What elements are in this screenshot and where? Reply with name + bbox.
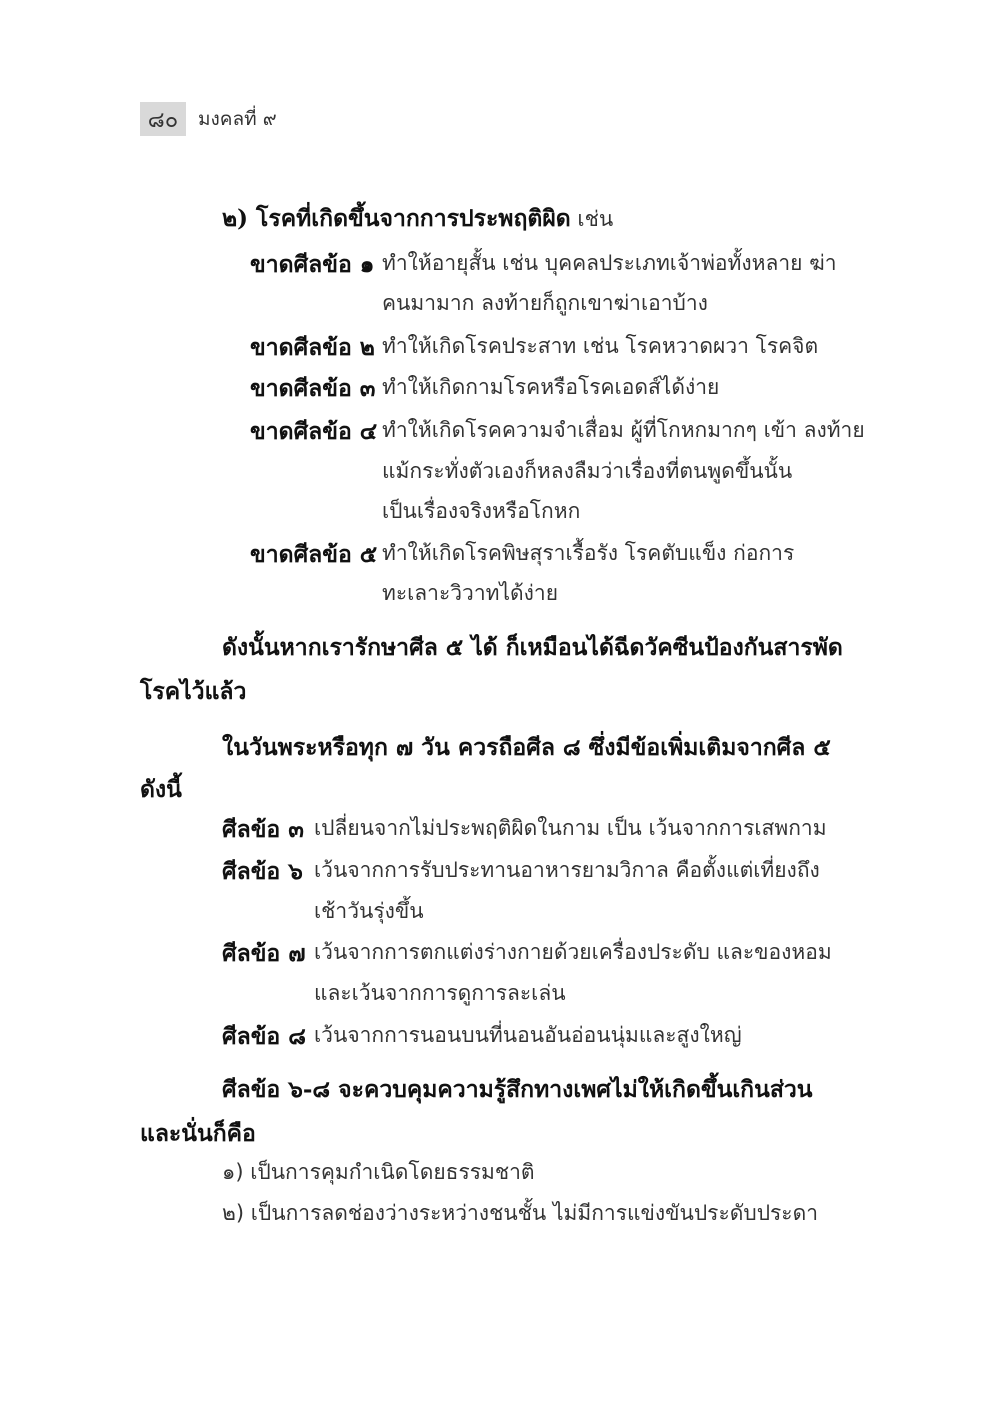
item-text: ทะเลาะวิวาทได้ง่าย xyxy=(382,581,559,605)
page-number: ๘๐ xyxy=(140,102,186,136)
item-text: ทำให้อายุสั้น เช่น บุคคลประเภทเจ้าพ่อทั้งหลาย ฆ่า xyxy=(382,251,837,275)
paragraph-line: และนั่นก็คือ xyxy=(140,1120,256,1147)
paragraph-line: ศีลข้อ ๖-๘ จะควบคุมความรู้สึกทางเพศไม่ให้เกิดขึ้นเกินส่วน xyxy=(222,1076,813,1103)
section-heading-rest: เช่น xyxy=(570,207,614,231)
item-text: แม้กระทั่งตัวเองก็หลงลืมว่าเรื่องที่ตนพูดขึ้นนั้น xyxy=(382,459,793,483)
item-text: เป็นเรื่องจริงหรือโกหก xyxy=(382,499,581,523)
paragraph-line: ในวันพระหรือทุก ๗ วัน ควรถือศีล ๘ ซึ่งมีข้อเพิ่มเติมจากศีล ๕ xyxy=(222,734,831,761)
item-text: ทำให้เกิดโรคประสาท เช่น โรคหวาดผวา โรคจิต xyxy=(382,334,819,358)
item-label: ขาดศีลข้อ ๒ xyxy=(250,334,375,361)
precept-text: และเว้นจากการดูการละเล่น xyxy=(314,981,566,1005)
item-label: ขาดศีลข้อ ๕ xyxy=(250,541,378,568)
item-text: ทำให้เกิดกามโรคหรือโรคเอดส์ได้ง่าย xyxy=(382,375,720,399)
chapter-title: มงคลที่ ๙ xyxy=(198,108,277,130)
precept-label: ศีลข้อ ๓ xyxy=(222,816,304,843)
list-item: ๑) เป็นการคุมกำเนิดโดยธรรมชาติ xyxy=(222,1160,535,1184)
item-text: ทำให้เกิดโรคพิษสุราเรื้อรัง โรคตับแข็ง ก่อการ xyxy=(382,541,795,565)
precept-label: ศีลข้อ ๖ xyxy=(222,858,303,885)
item-text: ทำให้เกิดโรคความจำเสื่อม ผู้ที่โกหกมากๆ เข้า ลงท้าย xyxy=(382,418,865,442)
page-header xyxy=(140,102,277,136)
precept-text: เปลี่ยนจากไม่ประพฤติผิดในกาม เป็น เว้นจากการเสพกาม xyxy=(314,816,827,840)
section-heading-bold: ๒) โรคที่เกิดขึ้นจากการประพฤติผิด xyxy=(222,205,571,232)
precept-text: เว้นจากการนอนบนที่นอนอันอ่อนนุ่มและสูงใหญ่ xyxy=(314,1023,742,1047)
section-heading xyxy=(222,207,613,231)
precept-label: ศีลข้อ ๗ xyxy=(222,940,306,967)
item-label: ขาดศีลข้อ ๓ xyxy=(250,375,376,402)
item-text: คนมามาก ลงท้ายก็ถูกเขาฆ่าเอาบ้าง xyxy=(382,291,708,315)
paragraph-line: ดังนั้นหากเรารักษาศีล ๕ ได้ ก็เหมือนได้ฉีดวัคซีนป้องกันสารพัด xyxy=(222,634,843,661)
item-label: ขาดศีลข้อ ๑ xyxy=(250,251,375,278)
precept-text: เช้าวันรุ่งขึ้น xyxy=(314,899,424,923)
paragraph-line: ดังนี้ xyxy=(140,776,182,803)
precept-text: เว้นจากการรับประทานอาหารยามวิกาล คือตั้งแต่เที่ยงถึง xyxy=(314,858,820,882)
precept-text: เว้นจากการตกแต่งร่างกายด้วยเครื่องประดับ และของหอม xyxy=(314,940,832,964)
precept-label: ศีลข้อ ๘ xyxy=(222,1023,306,1050)
paragraph-line: โรคไว้แล้ว xyxy=(140,678,247,705)
list-item: ๒) เป็นการลดช่องว่างระหว่างชนชั้น ไม่มีการแข่งขันประดับประดา xyxy=(222,1201,819,1225)
item-label: ขาดศีลข้อ ๔ xyxy=(250,418,378,445)
